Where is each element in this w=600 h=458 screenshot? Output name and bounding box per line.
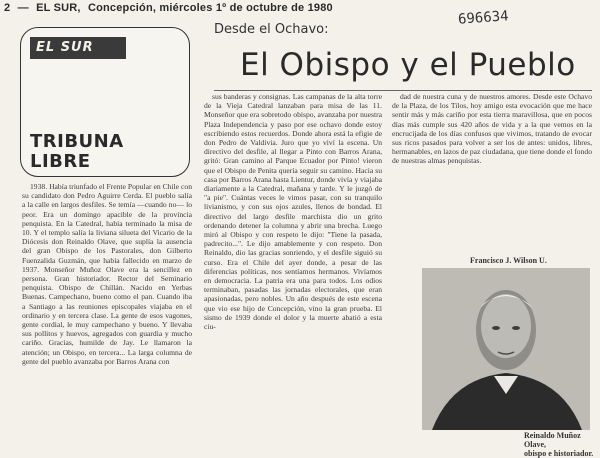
article-text-col1: 1938. Había triunfado el Frente Popular en Chile con su candidato don Pedro Aguirre Cerda. El pueblo salía a la calle en largos desfiles. Se temía —cuando no— lo peor. Era un domingo apacible de la provincia penquista. En la Catedral, había terminado la misa de 10. Y el templo salía la liviana silueta del Vicario de la Diócesis don Reinaldo Olave, que suplía la ausencia del gran Obispo de los Pastorales, don Gilberto Fuenzalida Guzmán, que había fallecido en marzo de 1937. Monseñor Muñoz Olave era la sencillez en persona. Gran historiador. Rector del Seminario penquista. Obispo de Chillán. Nacido en Yerbas Buenas. Campechano, bueno como el pan. Cuando iba a Santiago a las reuniones episcopales viajaba en el ordinario y en tercera clase. La gente de esos vagones, gente cordial, le muy campechano y bueno. Y llevaba sus pollitos y huevos, agregados con guardia y mucho cariño. Gracias, humilde de Jay. Le llamaron la atención; un Obispo, en tercera... La larga columna de gente del pueblo avanzaba por Barros Arana con xyxy=(22,182,192,366)
portrait-photo xyxy=(422,268,590,430)
article-text-col2: sus banderas y consignas. Las campanas de la alta torre de la Vieja Catedral lanzaban para misa de las 11. Monseñor que era sobretodo obispo, avanzaba por nuestra Plaza Independencia y paso por ese ochavo donde estoy escribiendo estos recuerdos. Donde ahora está la efigie de don Pedro de Valdivia. Juro que yo viví la escena. Un directivo del desfile, al llegar a Pinto con Barros Arana, gritó: Gran camino al Parque Ecuador por Pinto! vieron que el Obispo de Penita quería seguir su camino. Hacia su casa por Barros Arana hasta Lientur, donde vivía y viajaba diariamente a la Catedral, mañana y tarde. Y le juzgó de "a pie". Cuántas veces le vimos pasar, con su tranquilo livianismo, y con sus ojos azules, llenos de bondad. El directivo del largo desfile marchista dio un grito ordenando detener la columna y abrir una brecha. Luego miró al Obispo y con respeto le dijo: "Tiene la pasada, padrecito...". Le dijo amablemente y con respeto. Don Reinaldo, dio las gracias sonriendo, y el desfile siguió su curso. Era el Chile del ayer donde, a pesar de las diferencias políticas, nos sentíamos hermanos. Vivíamos en democracia. La patria era una para todos. Los odios terminaban, pasadas las jornadas electorales, que eran apasionadas, pero nobles. Un año después de este escena que vio ese hijo de Concepción, vino la gran prueba. El sismo de 1939 donde el dolor y la muerte abatió a esta ciu- xyxy=(204,92,382,332)
handwritten-archive-number: 696634 xyxy=(457,8,510,28)
author-signature: Francisco J. Wilson U. xyxy=(470,256,547,265)
article-column-1 xyxy=(22,182,192,454)
page-header xyxy=(4,2,424,18)
column-title xyxy=(30,132,124,172)
column-title-line2: LIBRE xyxy=(30,151,91,172)
page-number: 2 xyxy=(4,2,11,14)
section-title: Desde el Ochavo: xyxy=(214,22,329,37)
article-text-col3: dad de nuestra cuna y de nuestros amores. Desde este Ochavo de la Plaza, de los Tilos, hoy amigo esta evocación que me hace sentir más y más cariño por esta tierra maravillosa, que en pocos días más cumple sus 420 años de vida y a la que vemos en la encrucijada de los días confusos que vivimos, tratando de evocar sus ricos pasados para volver a ser los de antes: unidos, libres, hermanables, en lazos de paz ciudadana, que tiene donde el fondo de nuestras almas penquistas. xyxy=(392,92,592,166)
article-headline: El Obispo y el Pueblo xyxy=(240,47,576,83)
caption-role: obispo e historiador. xyxy=(524,449,594,458)
el-sur-logo: EL SUR xyxy=(30,37,126,59)
article-column-2 xyxy=(204,92,382,454)
newspaper-name: EL SUR, xyxy=(36,2,81,14)
column-title-line1: TRIBUNA xyxy=(30,131,124,152)
header-dash: — xyxy=(17,2,29,14)
caption-name: Reinaldo Muñoz Olave, xyxy=(524,431,581,449)
headline-rule xyxy=(214,90,592,91)
portrait-image xyxy=(422,268,590,430)
photo-caption xyxy=(524,431,598,458)
dateline: Concepción, miércoles 1º de octubre de 1980 xyxy=(87,2,333,14)
